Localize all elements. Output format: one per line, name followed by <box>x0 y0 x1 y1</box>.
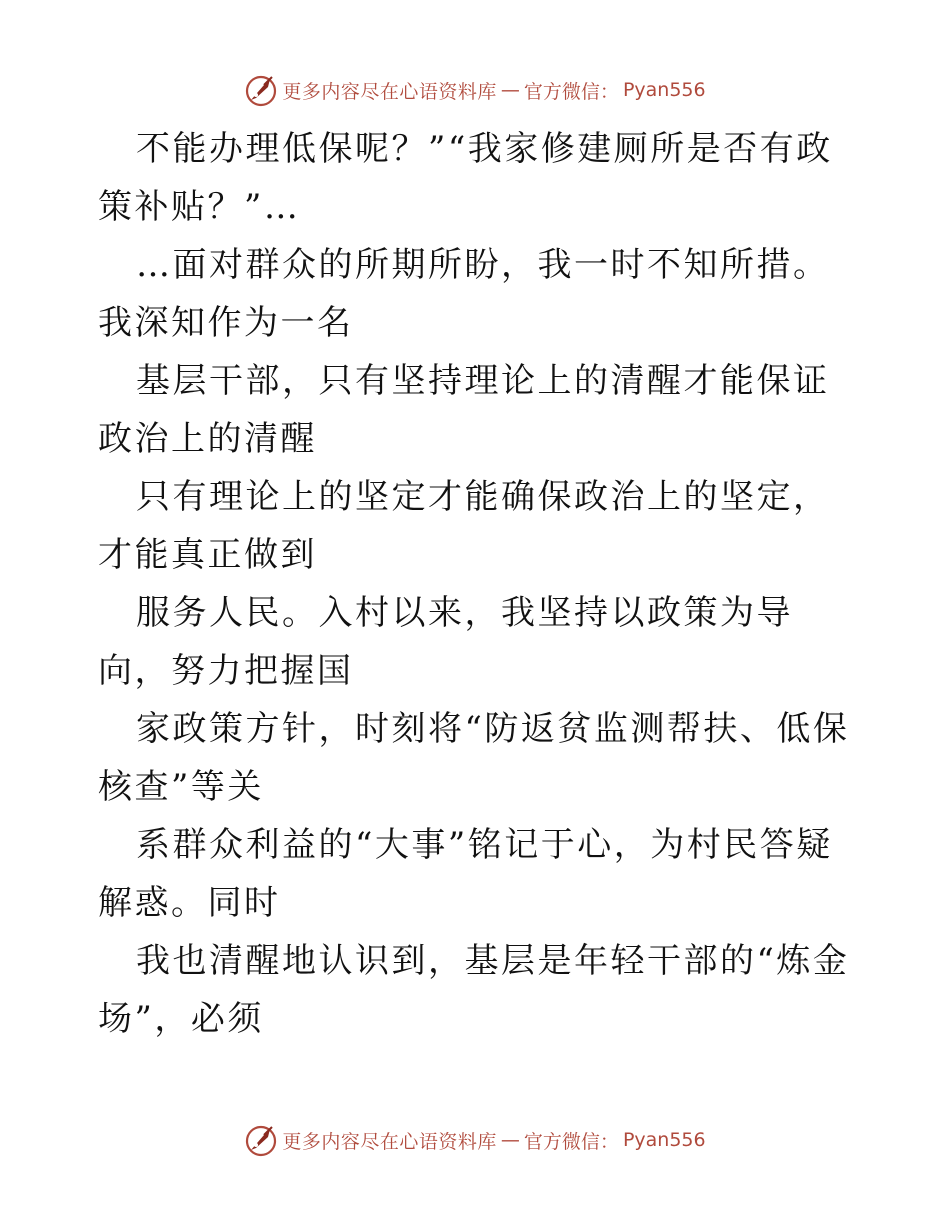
quill-pen-logo-icon <box>244 73 278 107</box>
paragraph: 家政策方针，时刻将“防返贫监测帮扶、低保核查”等关 <box>98 709 850 807</box>
document-body <box>98 120 858 1048</box>
paragraph: 只有理论上的坚定才能确保政治上的坚定，才能真正做到 <box>98 477 830 575</box>
banner-wechat-label: 官方微信： <box>523 80 619 103</box>
paragraph: …面对群众的所期所盼，我一时不知所措。我深知作为一名 <box>98 245 830 343</box>
banner-wechat-label: 官方微信： <box>523 1130 619 1153</box>
banner-dash: — <box>500 1129 520 1151</box>
banner-brand-text: 更多内容尽在心语资料库 <box>282 80 497 103</box>
banner-brand-text: 更多内容尽在心语资料库 <box>282 1130 497 1153</box>
paragraph: 系群众利益的“大事”铭记于心，为村民答疑解惑。同时 <box>98 825 833 923</box>
banner-wechat-id: Pyan556 <box>622 1129 706 1151</box>
paragraph: 服务人民。入村以来，我坚持以政策为导向，努力把握国 <box>98 593 793 691</box>
paragraph: 我也清醒地认识到，基层是年轻干部的“炼金场”，必须 <box>98 941 850 1039</box>
header-banner <box>0 70 950 110</box>
paragraph: 基层干部，只有坚持理论上的清醒才能保证政治上的清醒 <box>98 361 830 459</box>
paragraph: 不能办理低保呢？”“我家修建厕所是否有政策补贴？”… <box>98 129 833 227</box>
quill-pen-logo-icon <box>244 1123 278 1157</box>
banner-wechat-id: Pyan556 <box>622 79 706 101</box>
banner-dash: — <box>500 79 520 101</box>
footer-banner <box>0 1120 950 1160</box>
